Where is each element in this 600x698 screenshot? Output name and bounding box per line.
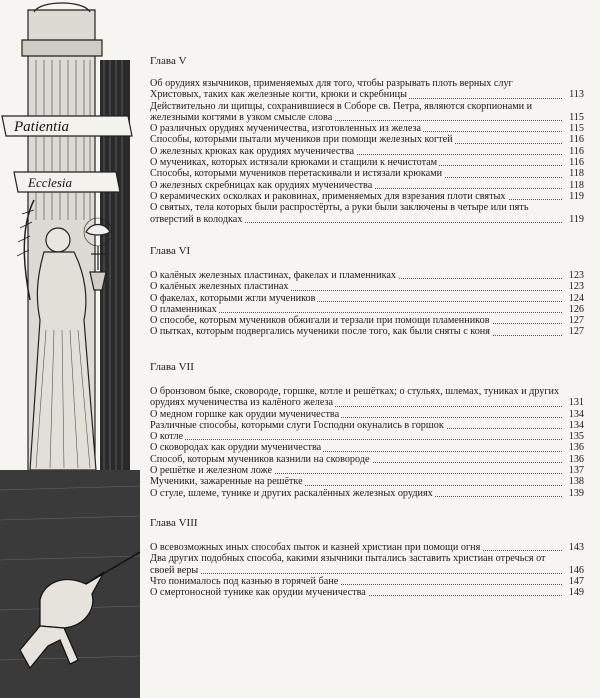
toc-entry[interactable]	[150, 180, 584, 191]
toc-entry-page: 123	[568, 270, 584, 281]
toc-entry-text: Мученики, зажаренные на решётке	[150, 476, 303, 488]
toc-entry-page: 136	[568, 442, 584, 454]
toc-entry[interactable]	[150, 542, 584, 553]
toc-entry[interactable]	[150, 101, 584, 124]
toc-entry-page: 146	[568, 564, 584, 576]
toc-entry[interactable]	[150, 442, 584, 453]
toc-entry[interactable]	[150, 465, 584, 476]
chapter-6	[150, 244, 584, 338]
toc-entry-page: 127	[568, 315, 584, 327]
toc-entry-text: Различные способы, которыми слуги Господни окунались в горшок	[150, 419, 444, 431]
chapter-8	[150, 516, 584, 598]
toc-entry[interactable]	[150, 134, 584, 145]
toc-entry[interactable]	[150, 409, 584, 420]
toc-entry-page: 136	[568, 453, 584, 465]
toc-entry-text: О способе, которым мучеников обжигали и терзали при помощи пламенников	[150, 315, 490, 327]
toc-entry-text: О смертоносной тунике как орудии мученичества	[150, 587, 366, 599]
chapter-title: Глава V	[150, 55, 187, 67]
chapter-entries	[150, 542, 584, 598]
toc-entry-text: О святых, тела которых были распростёрты, а руки были заключены в четыре или пять отверстий в колодках	[150, 202, 529, 225]
toc-entry-page: 147	[568, 575, 584, 587]
toc-entry-text: О сковородах как орудии мученичества	[150, 442, 322, 454]
toc-entry-page: 127	[568, 326, 584, 338]
toc-entry-text: Два других подобных способа, какими язычники пытались заставить христиан отречься от своей веры	[150, 553, 546, 576]
chapter-title: Глава VI	[150, 245, 191, 257]
toc-entry[interactable]	[150, 587, 584, 598]
toc-entry-text: О калёных железных пластинах	[150, 281, 289, 293]
chapter-entries	[150, 270, 584, 338]
toc-entry[interactable]	[150, 386, 584, 409]
toc-entry[interactable]	[150, 420, 584, 431]
toc-entry-text: О пытках, которым подвергались мученики после того, как были сняты с коня	[150, 326, 490, 338]
toc-entry[interactable]	[150, 293, 584, 304]
toc-entry-page: 134	[568, 408, 584, 420]
toc-entry-page: 116	[569, 157, 584, 169]
toc-entry-text: Что понималось под казнью в горячей бане	[150, 575, 339, 587]
toc-entry-text: О медном горшке как орудии мученичества	[150, 408, 340, 420]
engraving-illustration	[0, 0, 140, 698]
toc-entry-text: О железных скребницах как орудиях мученичества	[150, 179, 373, 191]
toc-entry-page: 143	[568, 542, 584, 553]
chapter-entries	[150, 386, 584, 499]
toc-entry[interactable]	[150, 146, 584, 157]
toc-entry[interactable]	[150, 270, 584, 281]
toc-entry-page: 149	[568, 587, 584, 599]
toc-entry-text: О факелах, которыми жгли мучеников	[150, 292, 316, 304]
toc-entry[interactable]	[150, 202, 584, 225]
toc-entry[interactable]	[150, 281, 584, 292]
toc-entry-text: О железных крюках как орудиях мученичества	[150, 145, 355, 157]
toc-entry-text: О котле	[150, 431, 184, 443]
toc-entry-page: 139	[568, 487, 584, 499]
toc-entry-page: 131	[568, 397, 584, 409]
toc-entry-text: Действительно ли щипцы, сохранившиеся в Соборе св. Петра, являются скорпионами и железными когтями в узком смысле слова	[150, 100, 533, 123]
toc-entry-text: О различных орудиях мученичества, изготовленных из железа	[150, 123, 422, 135]
toc-entry-page: 137	[568, 465, 584, 477]
toc-entry[interactable]	[150, 123, 584, 134]
chapter-5	[150, 54, 584, 225]
toc-entry-text: О решётке и железном ложе	[150, 465, 272, 477]
toc-entry[interactable]	[150, 326, 584, 337]
toc-entry[interactable]	[150, 476, 584, 487]
toc-entry-page: 119	[569, 190, 584, 202]
toc-entry-text: О бронзовом быке, сковороде, горшке, котле и решётках; о стульях, шлемах, туниках и других орудиях мученичества из калёного железа	[150, 386, 560, 409]
toc-entry-page: 135	[568, 431, 584, 443]
banner-ecclesia-text: Ecclesia	[28, 175, 73, 190]
toc-entry-page: 118	[569, 179, 584, 191]
chapter-title: Глава VIII	[150, 517, 198, 529]
toc-entry-text: О всевозможных иных способах пыток и казней христиан при помощи огня	[150, 542, 481, 553]
chapter-entries	[150, 78, 584, 225]
toc-entry[interactable]	[150, 576, 584, 587]
toc-entry-page: 116	[569, 134, 584, 146]
toc-entry-page: 113	[569, 89, 584, 101]
toc-entry-page: 124	[568, 292, 584, 304]
toc-entry-page: 119	[569, 213, 584, 225]
toc-entry[interactable]	[150, 488, 584, 499]
toc-entry-text: О стуле, шлеме, тунике и других раскалённых железных орудиях	[150, 487, 433, 499]
toc-entry[interactable]	[150, 454, 584, 465]
toc-entry[interactable]	[150, 431, 584, 442]
toc-entry-page: 118	[569, 168, 584, 180]
toc-entry-text: О калёных железных пластинах, факелах и пламенниках	[150, 270, 396, 281]
toc-entry-page: 115	[569, 111, 584, 123]
chapter-title: Глава VII	[150, 361, 194, 373]
toc-entry-text: Об орудиях язычников, применяемых для того, чтобы разрывать плоть верных слуг Христовых, таких как железные когти, крюки и скребницы	[150, 78, 513, 101]
toc-entry[interactable]	[150, 553, 584, 576]
toc-entry[interactable]	[150, 191, 584, 202]
toc-entry[interactable]	[150, 78, 584, 101]
banner-patientia-text: Patientia	[14, 119, 69, 135]
toc-entry-text: О пламенниках	[150, 303, 217, 315]
chapter-7	[150, 360, 584, 499]
toc-entry-text: Способы, которыми пытали мучеников при помощи железных когтей	[150, 134, 453, 146]
toc-entry[interactable]	[150, 304, 584, 315]
toc-entry-page: 123	[568, 281, 584, 293]
toc-entry[interactable]	[150, 157, 584, 168]
toc-entry-page: 115	[569, 123, 584, 135]
toc-entry-page: 116	[569, 145, 584, 157]
toc-entry-page: 138	[568, 476, 584, 488]
toc-entry-text: О керамических осколках и раковинах, применяемых для взрезания плоти святых	[150, 190, 506, 202]
toc-entry-text: Способ, которым мучеников казнили на сковороде	[150, 453, 370, 465]
toc-entry-text: Способы, которыми мучеников перетаскивали и истязали крюками	[150, 168, 443, 180]
toc-entry[interactable]	[150, 168, 584, 179]
toc-entry-page: 126	[568, 303, 584, 315]
toc-entry-text: О мучениках, которых истязали крюками и стащили к нечистотам	[150, 157, 438, 169]
toc-entry[interactable]	[150, 315, 584, 326]
toc-entry-page: 134	[568, 419, 584, 431]
